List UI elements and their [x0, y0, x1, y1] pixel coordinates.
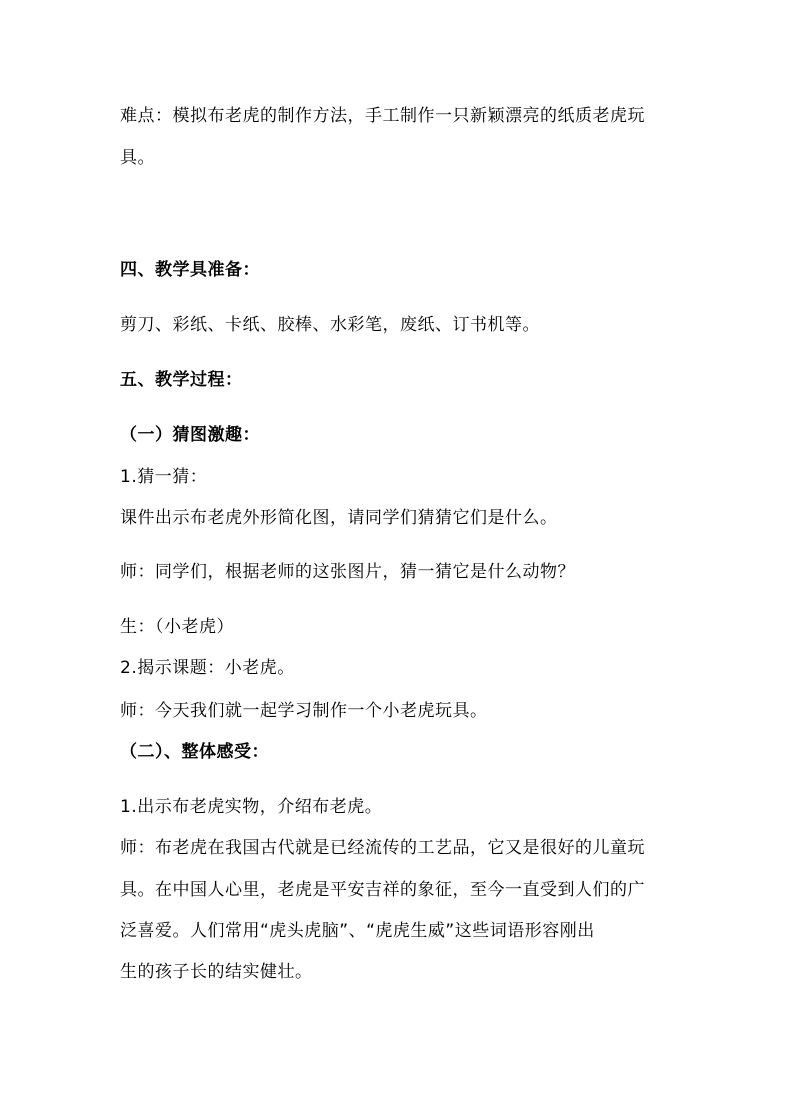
subsection-heading-overall: （二）、整体感受：: [120, 742, 269, 762]
step-guess: 1.猜一猜：: [120, 467, 208, 487]
section-heading-process: 五、教学过程：: [120, 370, 243, 390]
paragraph-intro-line-1: 师：布老虎在我国古代就是已经流传的工艺品，它又是很好的儿童玩: [120, 838, 645, 858]
difficulty-line-2: 具。: [120, 148, 155, 168]
paragraph-teacher-question: 师：同学们，根据老师的这张图片，猜一猜它是什么动物？: [120, 562, 575, 582]
step-show-tiger: 1.出示布老虎实物，介绍布老虎。: [120, 797, 383, 817]
paragraph-courseware: 课件出示布老虎外形简化图，请同学们猜猜它们是什么。: [120, 508, 558, 528]
difficulty-line-1: 难点：模拟布老虎的制作方法，手工制作一只新颖漂亮的纸质老虎玩: [120, 106, 645, 126]
section-heading-materials: 四、教学具准备：: [120, 260, 260, 280]
step-reveal-topic: 2.揭示课题：小老虎。: [120, 658, 295, 678]
subsection-heading-guess: （一）猜图激趣：: [120, 425, 260, 445]
paragraph-intro-line-4: 生的孩子长的结实健壮。: [120, 962, 313, 982]
paragraph-student-answer: 生：（小老虎）: [120, 617, 234, 637]
paragraph-intro-line-3: 泛喜爱。人们常用“虎头虎脑”、“虎虎生威”这些词语形容刚出: [120, 921, 595, 941]
materials-list: 剪刀、彩纸、卡纸、胶棒、水彩笔，废纸、订书机等。: [120, 315, 540, 335]
paragraph-intro-line-2: 具。在中国人心里，老虎是平安吉祥的象征，至今一直受到人们的广: [120, 880, 645, 900]
paragraph-teacher-today: 师：今天我们就一起学习制作一个小老虎玩具。: [120, 701, 488, 721]
